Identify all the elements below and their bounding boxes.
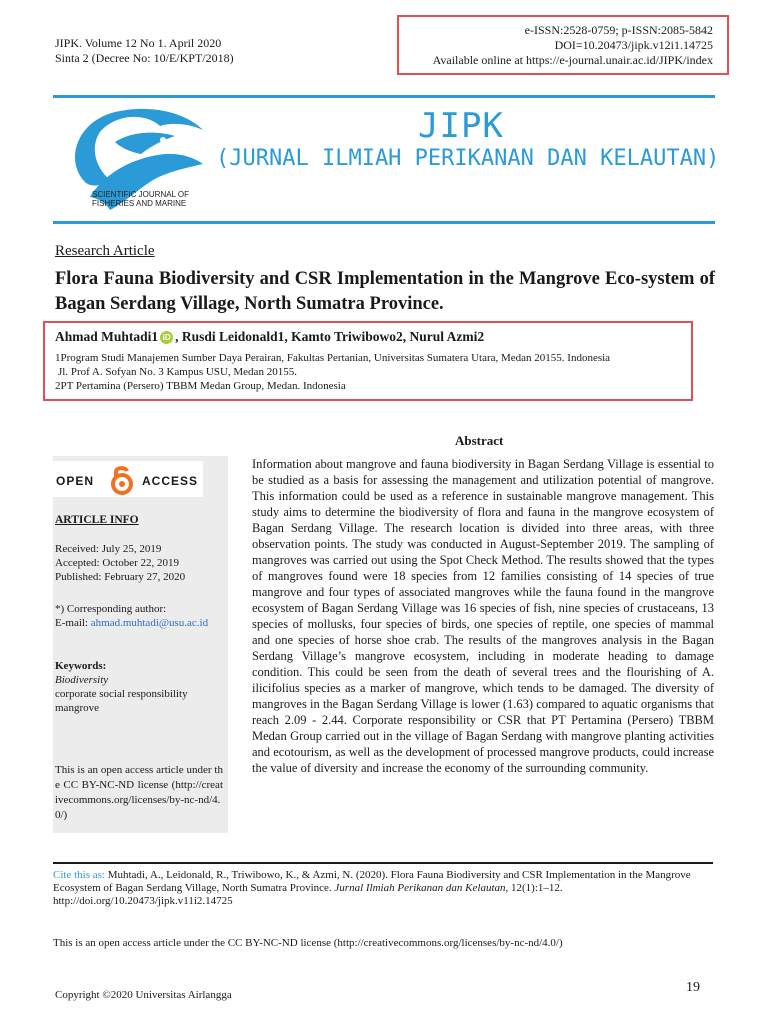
corresponding-email: E-mail: ahmad.muhtadi@usu.ac.id	[55, 617, 209, 629]
affiliation-1: 1Program Studi Manajemen Sumber Daya Perairan, Fakultas Pertanian, Universitas Sumatera Utara, Medan 20155. Indonesia	[55, 352, 611, 364]
sinta-text: Sinta 2 (Decree No: 10/E/KPT/2018)	[55, 51, 234, 65]
other-authors: , Rusdi Leidonald1, Kamto Triwibowo2, Nurul Azmi2	[175, 329, 485, 344]
abstract-heading: Abstract	[455, 433, 504, 448]
email-link[interactable]: ahmad.muhtadi@usu.ac.id	[90, 617, 209, 629]
footer-license: This is an open access article under the CC BY-NC-ND license (http://creativecommons.org/licenses/by-nc-nd/4.0/)	[53, 937, 563, 949]
available-online-text[interactable]: Available online at https://e-journal.unair.ac.id/JIPK/index	[432, 53, 713, 67]
cite-journal: Jurnal Ilmiah Perikanan dan Kelautan	[334, 882, 506, 894]
abstract-text: Information about mangrove and fauna biodiversity in Bagan Serdang Village is essential to be studied as a basis for assessing the management and utilization potential of mangrove. This information could be used as a reference in sustainable mangrove management. This study aims to determine the biodiversity of flora and fauna in the mangrove ecosystem of Bagan Serdang Village. The research location is divided into three areas, with three observation points. The study was conducted in August-September 2019. The sampling of mangroves was carried out using the Spot Check Method. The results showed that the types of mangroves found were 18 species from 12 families consisting of 14 species of true mangrove and four types of associated mangroves while the fauna found in the mangrove ecosystem of Bagan Serdang Village was 16 species of fish, nine species of crustaceans, 13 species of mollusks, four species of birds, one species of reptile, one species of mammal and one species of horse shoe crab. The results of the mangroves analysis in the Bagan Serdang Village’s mangrove ecosystem, including in moderate heading to damage condition. This could be seen from the death of several trees and the flourishing of A. ilicifolius species as a marker of mangrove, which tends to be damaged. The diversity of mangroves in the Bagan Serdang Village is lower (1.63) compared to aquatic organisms that reach 2.09 - 2.44. Corporate responsibility or CSR that PT Pertamina (Persero) TBBM Medan Group carried out in the village of Bagan Serdang with mangrove planting activities and ecotourism, as well as the development of processed mangrove products, could increase the value of diversity and increase the economy of the surrounding community.	[252, 457, 714, 775]
identifier-box	[397, 15, 729, 75]
keyword-item: mangrove	[55, 702, 99, 714]
orcid-icon[interactable]: iD	[160, 331, 173, 344]
citation-rule	[53, 862, 713, 864]
journal-issue-info	[55, 36, 234, 66]
header-rule-top	[53, 95, 715, 98]
corresponding-author-label: *) Corresponding author:	[55, 603, 167, 615]
keyword-item: corporate social responsibility	[55, 688, 188, 700]
citation-block: Cite this as: Muhtadi, A., Leidonald, R., Triwibowo, K., & Azmi, N. (2020). Flora Fauna Biodiversity and CSR Implementation in the Mangrove Ecosystem of Bagan Serdang Village, North Sumatra Province. Jurnal Ilmiah Perikanan dan Kelautan, 12(1):1–12. http://doi.org/10.20473/jipk.v11i2.14725	[53, 869, 691, 907]
article-title: Flora Fauna Biodiversity and CSR Implementation in the Mangrove Eco-system of Bagan Serdang Village, North Sumatra Province.	[55, 269, 715, 314]
published-date: Published: February 27, 2020	[55, 571, 186, 583]
journal-abbreviation: JIPK	[418, 106, 504, 146]
sidebar-license-text: This is an open access article under the CC BY-NC-ND license (http://creativecommons.org/licenses/by-nc-nd/4.0/)	[55, 764, 223, 821]
first-author: Ahmad Muhtadi1	[55, 329, 159, 344]
cite-label: Cite this as:	[53, 869, 105, 881]
affiliation-2: 2PT Pertamina (Persero) TBBM Medan Group, Medan. Indonesia	[55, 380, 346, 392]
article-type: Research Article	[55, 243, 155, 259]
accepted-date: Accepted: October 22, 2019	[55, 557, 180, 569]
open-access-lock-icon	[107, 465, 137, 495]
doi-text[interactable]: DOI=10.20473/jipk.v12i1.14725	[554, 38, 713, 52]
journal-full-name: (JURNAL ILMIAH PERIKANAN DAN KELAUTAN)	[216, 146, 720, 171]
author-list	[55, 329, 484, 345]
volume-text: JIPK. Volume 12 No 1. April 2020	[55, 36, 222, 50]
received-date: Received: July 25, 2019	[55, 543, 162, 555]
open-access-access-label: ACCESS	[142, 474, 199, 488]
keyword-item: Biodiversity	[55, 674, 109, 686]
page-number: 19	[686, 980, 700, 995]
keywords-heading: Keywords:	[55, 660, 107, 672]
copyright-text: Copyright ©2020 Universitas Airlangga	[55, 989, 232, 1001]
article-info-heading: ARTICLE INFO	[55, 514, 139, 526]
open-access-open-label: OPEN	[56, 474, 95, 488]
affiliation-1-address: Jl. Prof A. Sofyan No. 3 Kampus USU, Medan 20155.	[58, 366, 297, 378]
logo-caption: SCIENTIFIC JOURNAL OF FISHERIES AND MARINE	[92, 190, 190, 208]
issn-text: e-ISSN:2528-0759; p-ISSN:2085-5842	[524, 23, 713, 37]
header-rule-bottom	[53, 221, 715, 224]
